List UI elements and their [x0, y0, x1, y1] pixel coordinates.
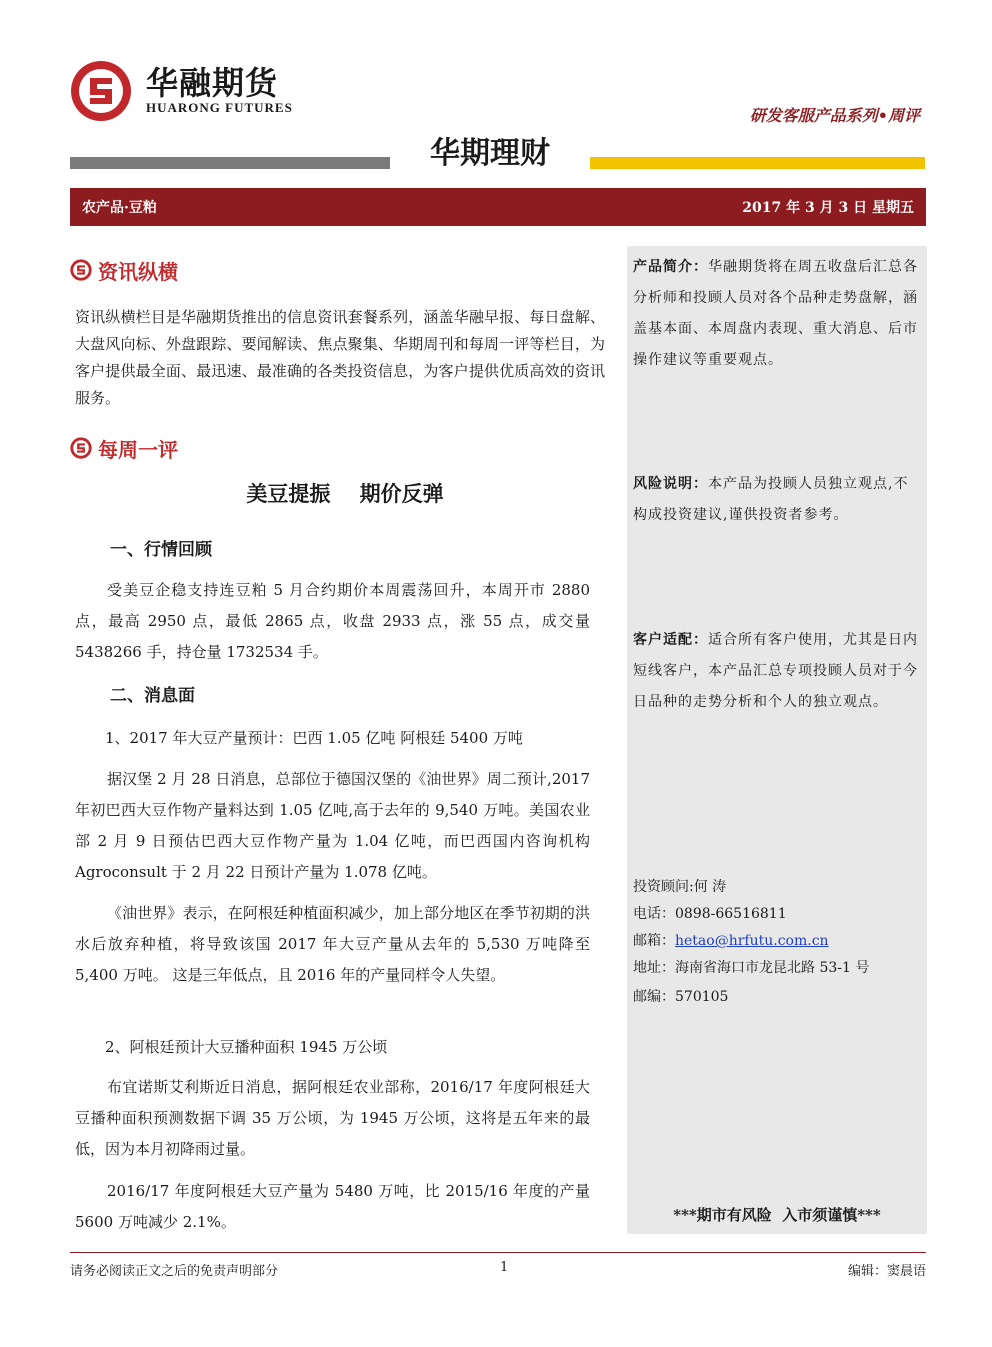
report-date: 2017 年 3 月 3 日 星期五 — [742, 200, 914, 216]
advisor-postcode: 邮编：570105 — [633, 989, 729, 1005]
section-title-news: 资讯纵横 — [98, 259, 178, 284]
series-label: 研发客服产品系列•周评 — [749, 106, 920, 125]
huarong-logo-icon — [70, 437, 92, 459]
news-item-2: 2、阿根廷预计大豆播种面积 1945 万公顷 — [105, 1038, 388, 1056]
paragraph-news-4: 2016/17 年度阿根廷大豆产量为 5480 万吨，比 2015/16 年度的产量 5600 万吨减少 2.1%。 — [75, 1182, 590, 1231]
news-description: 资讯纵横栏目是华融期货推出的信息资讯套餐系列，涵盖华融早报、每日盘解、大盘风向标、外盘跟踪、要闻解读、焦点聚集、华期周刊和每周一评等栏目，为客户提供最全面、最迅速、最准确的各类投资信息，为客户提供优质高效的资讯服务。 — [75, 308, 605, 407]
email-link[interactable]: hetao@hrfutu.com.cn — [675, 933, 829, 949]
section-head-news — [70, 254, 178, 286]
article-title: 美豆提振 期价反弹 — [246, 482, 444, 506]
header-yellow-bar — [590, 157, 925, 169]
paragraph-market-review: 受美豆企稳支持连豆粕 5 月合约期价本周震荡回升，本周开市 2880 点，最高 2950 点，最低 2865 点，收盘 2933 点，涨 55 点，成交量 5438266 手，持仓量 1732534 手。 — [75, 581, 590, 661]
news-item-1: 1、2017 年大豆产量预计：巴西 1.05 亿吨 阿根廷 5400 万吨 — [105, 729, 523, 747]
client-label: 客户适配： — [633, 632, 708, 648]
intro-text: 华融期货将在周五收盘后汇总各分析师和投顾人员对各个品种走势盘解，涵盖基本面、本周盘内表现、重大消息、后市操作建议等重要观点。 — [633, 259, 918, 368]
intro-label: 产品简介： — [633, 259, 708, 275]
advisor-name: 投资顾问:何 涛 — [633, 879, 727, 895]
category-bar — [70, 188, 926, 226]
risk-note: ***期市有风险 入市须谨慎*** — [673, 1206, 881, 1224]
brand-name-en: HUARONG FUTURES — [146, 100, 293, 115]
client-text: 适合所有客户使用，尤其是日内短线客户，本产品汇总专项投顾人员对于今日品种的走势分析和个人的独立观点。 — [633, 632, 918, 710]
email-label: 邮箱： — [633, 933, 675, 949]
page-number: 1 — [500, 1260, 509, 1275]
header-gray-bar — [70, 157, 390, 169]
advisor-address: 地址：海南省海口市龙昆北路 53-1 号 — [633, 960, 870, 976]
sidebar-client — [633, 625, 921, 718]
huarong-logo-icon — [70, 259, 92, 281]
advisor-email-row — [633, 928, 829, 955]
subhead-market-review: 一、行情回顾 — [110, 540, 212, 560]
risk-label: 风险说明： — [633, 476, 708, 492]
report-title: 华期理财 — [430, 136, 550, 171]
paragraph-news-2: 《油世界》表示，在阿根廷种植面积减少，加上部分地区在季节初期的洪水后放弃种植，将导致该国 2017 年大豆产量从去年的 5,530 万吨降至 5,400 万吨。 这是三年低点，且 2016 年的产量同样令人失望。 — [75, 904, 590, 984]
advisor-phone: 电话：0898-66516811 — [633, 906, 787, 922]
subhead-news: 二、消息面 — [110, 686, 195, 706]
paragraph-news-1: 据汉堡 2 月 28 日消息，总部位于德国汉堡的《油世界》周二预计,2017 年初巴西大豆作物产量料达到 1.05 亿吨,高于去年的 9,540 万吨。美国农业部 2 月 9 日预估巴西大豆作物产量为 1.04 亿吨，而巴西国内咨询机构 Agroconsult 于 2 月 22 日预计产量为 1.078 亿吨。 — [75, 770, 590, 881]
sidebar — [627, 246, 927, 1234]
brand-name-cn: 华融期货 — [146, 64, 279, 102]
footer-editor: 编辑：窦晨语 — [847, 1264, 926, 1279]
huarong-logo-icon — [70, 60, 132, 122]
section-title-weekly: 每周一评 — [98, 437, 178, 462]
footer-disclaimer[interactable]: 请务必阅读正文之后的免责声明部分 — [70, 1264, 279, 1279]
sidebar-risk — [633, 469, 921, 531]
category-label: 农产品·豆粕 — [82, 200, 157, 216]
paragraph-news-3: 布宜诺斯艾利斯近日消息，据阿根廷农业部称，2016/17 年度阿根廷大豆播种面积预测数据下调 35 万公顷，为 1945 万公顷，这将是五年来的最低，因为本月初降雨过量。 — [75, 1078, 590, 1158]
sidebar-intro — [633, 252, 921, 376]
section-head-weekly — [70, 432, 178, 464]
footer-rule — [70, 1252, 926, 1253]
risk-text: 本产品为投顾人员独立观点,不构成投资建议,谨供投资者参考。 — [633, 476, 909, 523]
